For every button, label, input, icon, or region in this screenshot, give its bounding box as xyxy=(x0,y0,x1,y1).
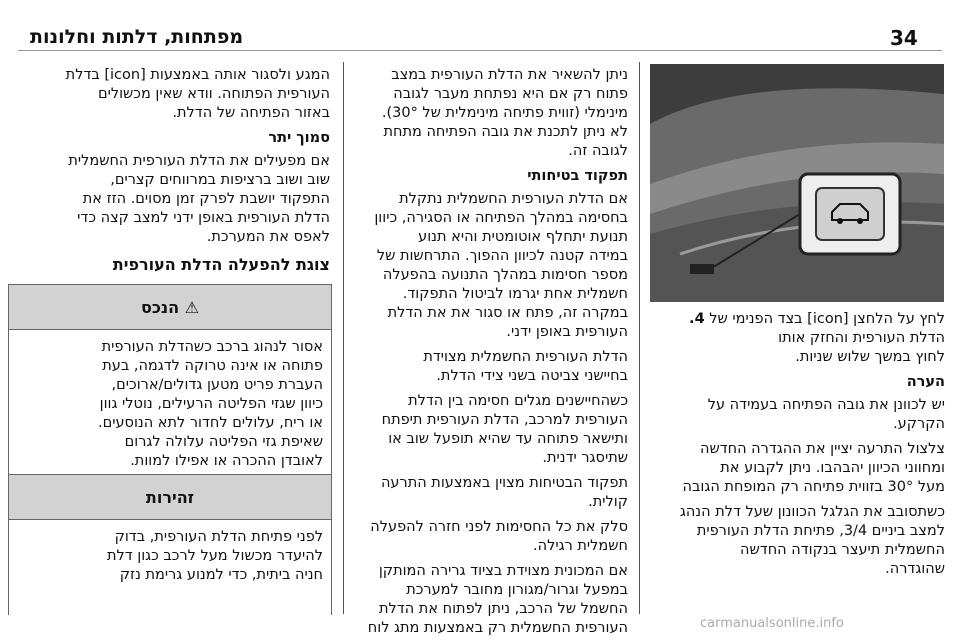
note-chime: צלצול התרעה יציין את ההגדרה החדשה ומחווני הכיוון יהבהבו. ניתן לקבוע את מעל 30° בזווית פתיחה רק המופחת הגובה xyxy=(682,441,945,495)
caution-box xyxy=(8,284,332,480)
header-rule xyxy=(18,50,942,51)
page-number: 34 xyxy=(890,26,918,50)
safety-heading: תפקוד בטיחותי xyxy=(527,168,628,184)
min-height-paragraph: ניתן להשאיר את הדלת העורפית במצב פתוח רק אם היא נפתחת מעבר לגובה מינימלי (זווית פתיחה מינימלית של 30°). לא ניתן לתכנת את גובה הפתיחה מתחת לגובה זה. xyxy=(381,67,628,159)
middle-column xyxy=(356,66,628,644)
note-dial: כשתסובב את הגלגל הכוונון שעל דלת הנהג למצב ביניים 3/4, פתיחת הדלת העורפית החשמלית תיעצר בנקודה החדשה שהוגדרה. xyxy=(679,504,945,577)
page-header xyxy=(0,0,960,52)
note-heading: הערה xyxy=(906,374,945,390)
sensors-paragraph: הדלת העורפית החשמלית מצוידת בחיישני צביטה בשני צידי הדלת. xyxy=(423,349,628,384)
step-number: 4. xyxy=(689,311,705,327)
tailgate-button-illustration xyxy=(650,64,944,302)
caution-text: אסור לנהוג ברכב כשהדלת העורפית פתוחה או אינה טרוקה לדגמה, בעת העברת פריט מטען גדולים/ארוכים, כיוון שגזי הפליטה הרעילים, נוטלי גוון או ריח, עלולים לחדור לתא הנוסעים. שאיפת גזי הפליטה עלולה לגרום לאובדן ההכרה או אפילו למוות. xyxy=(98,339,323,469)
step-4: לחץ על הלחצן [icon] בצד הפנימי של 4. הדלת העורפית והחזק אותו לחוץ במשך שלוש שניות. xyxy=(689,311,945,365)
column-divider-right xyxy=(639,62,640,614)
left-intro: המגע ולסגור אותה באמצעות [icon] בדלת העורפית הפתוחה. וודא שאין מכשולים באזור הפתיחה של הדלת. xyxy=(65,67,330,121)
warning-box xyxy=(8,474,332,615)
towing-paragraph: אם המכונית מצוידת בציוד גרירה המותקן במפעל וגרור/מגורון מחובר למערכת החשמל של הרכב, ניתן לפתוח את הדלת העורפית החשמלית רק באמצעות מתג לוח xyxy=(367,563,628,636)
warning-title: זהירות xyxy=(9,475,331,520)
column-divider-left xyxy=(343,62,344,614)
left-column xyxy=(8,66,330,282)
note-stand: יש לכוונן את גובה הפתיחה בעמידה על הקרקע. xyxy=(707,397,945,432)
right-column xyxy=(650,310,945,585)
warning-text: לפני פתיחת הדלת העורפית, בדוק להיעדר מכשול מעל לרכב כגון דלת חניה ביתית, כדי למנוע גרימת נזק xyxy=(106,529,323,583)
watermark: carmanualsonline.info xyxy=(700,616,844,631)
caution-title: ⚠ הנכס xyxy=(9,285,331,330)
tailgate-photo xyxy=(650,64,944,302)
clear-paragraph: סלק את כל החסימות לפני חזרה להפעלה חשמלית רגילה. xyxy=(370,519,628,554)
system-heading: סמוך יתר xyxy=(268,130,330,146)
safety-paragraph: אם הדלת העורפית החשמלית נתקלת בחסימה במהלך הפתיחה או הסגירה, כיוון תנועת יתחלף אוטומטית והיא תנוע במידה קטנה לכיוון ההפוך. התרחשות של מספר חסימות במהלך התנועה בהפעלה חשמלית אחת יגרמו לביטול התפקוד. במקרה זה, פתח או סגור את את הדלת העורפית באופן ידני. xyxy=(374,191,628,340)
disable-heading: צוגת להפעלה הדלת העורפית xyxy=(112,255,330,274)
obstruction-paragraph: כשהחיישנים מגלים חסימה בין הדלת העורפית למרכב, הדלת העורפית תיפתח ותישאר פתוחה עד שהיא תופעל שוב או שתיסגר ידנית. xyxy=(381,393,628,466)
system-paragraph: אם מפעילים את הדלת העורפית החשמלית שוב ושוב ברציפות במרווחים קצרים, התפקוד יושבת לפרק זמן מסוים. הזז את הדלת העורפית באופן ידני למצב קצה כדי לאפס את המערכת. xyxy=(68,153,330,245)
page-title: מפתחות, דלתות וחלונות xyxy=(30,26,244,48)
audible-paragraph: תפקוד הבטיחות מצוין באמצעות התרעה קולית. xyxy=(380,475,628,510)
